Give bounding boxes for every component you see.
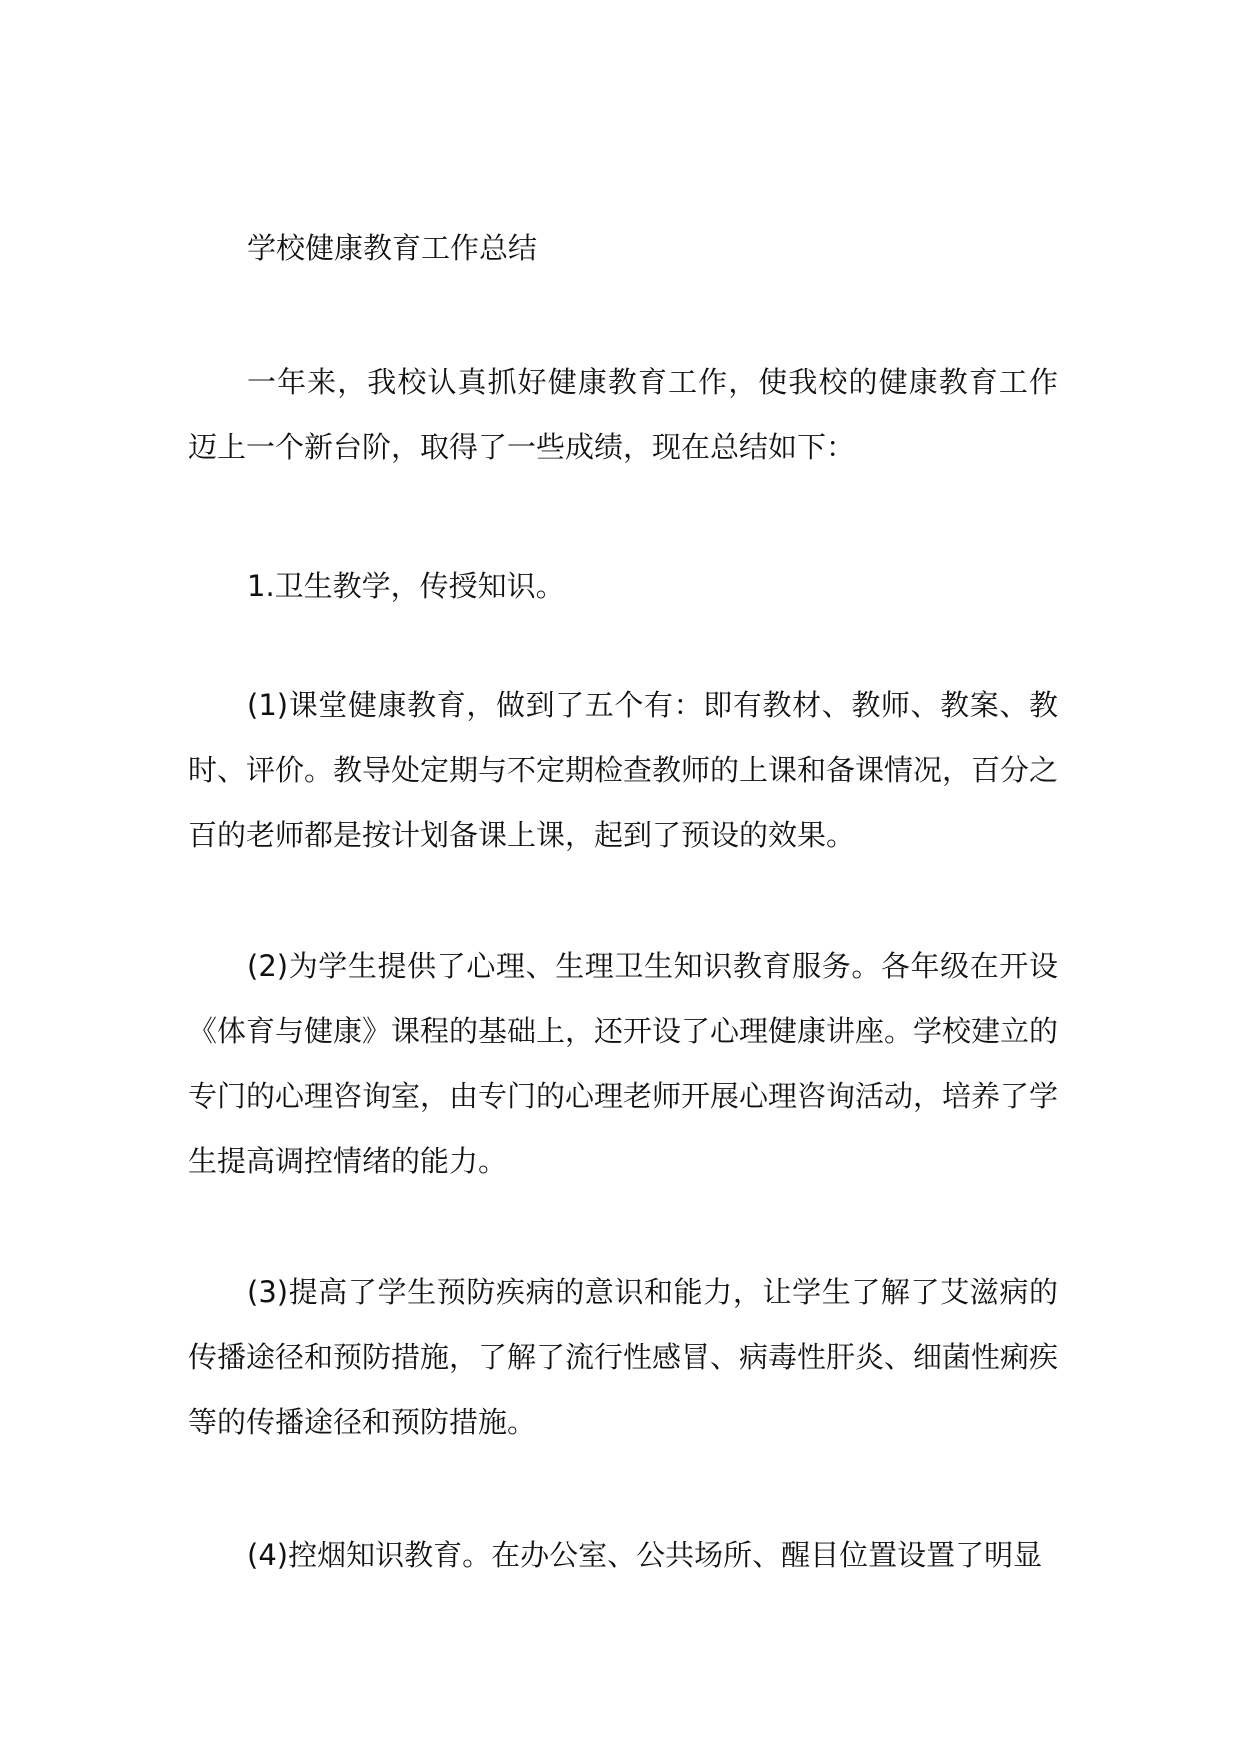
section-heading-1: 1.卫生教学，传授知识。 [247,569,565,603]
paragraph-intro: 一年来，我校认真抓好健康教育工作，使我校的健康教育工作迈上一个新台阶，取得了一些成绩，现在总结如下： [188,365,1058,464]
paragraph-item-1: (1)课堂健康教育，做到了五个有：即有教材、教师、教案、教时、评价。教导处定期与不定期检查教师的上课和备课情况，百分之百的老师都是按计划备课上课，起到了预设的效果。 [188,688,1059,852]
paragraph-item-4: (4)控烟知识教育。在办公室、公共场所、醒目位置设置了明显 [247,1538,1043,1572]
document-title: 学校健康教育工作总结 [247,231,538,265]
paragraph-item-2: (2)为学生提供了心理、生理卫生知识教育服务。各年级在开设《体育与健康》课程的基础上，还开设了心理健康讲座。学校建立的专门的心理咨询室，由专门的心理老师开展心理咨询活动，培养了学生提高调控情绪的能力。 [188,949,1059,1178]
paragraph-item-3: (3)提高了学生预防疾病的意识和能力，让学生了解了艾滋病的传播途径和预防措施，了解了流行性感冒、病毒性肝炎、细菌性痢疾等的传播途径和预防措施。 [188,1275,1059,1439]
